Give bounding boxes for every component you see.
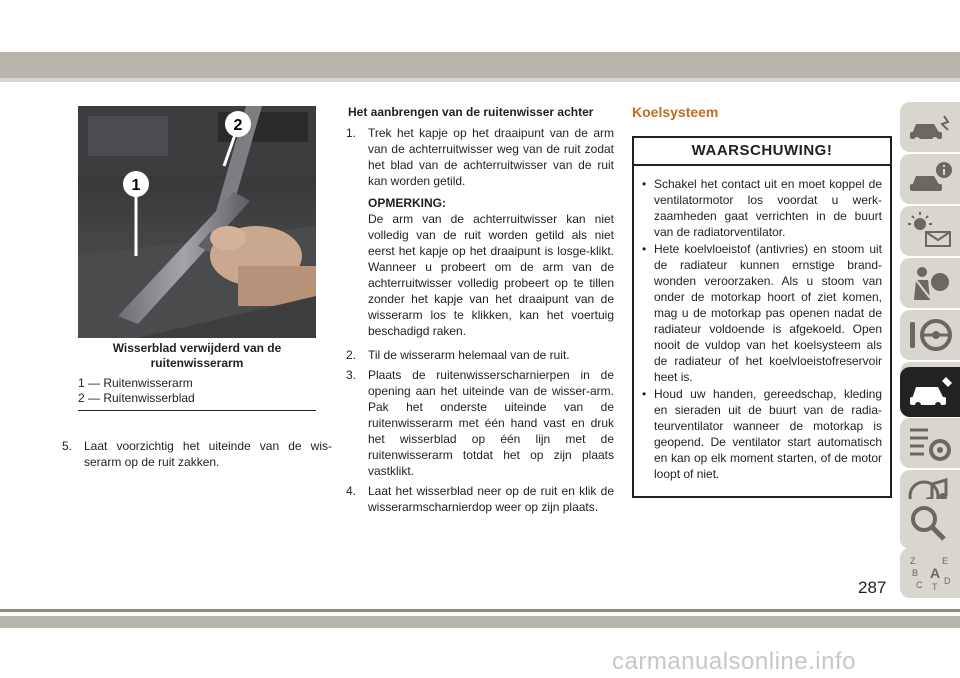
section-title: Koelsysteem [632,104,719,120]
warning-item [642,386,882,482]
wiper-photo [78,106,316,338]
header-band-edge [0,78,960,82]
step-1 [346,125,614,189]
watermark: carmanualsonline.info [612,648,856,675]
alphabetical-index-icon [908,554,954,592]
warning-list [634,166,890,482]
index-letter: A [930,565,941,581]
index-letter: C [916,580,923,590]
car-service-icon [908,373,954,411]
warning-title: WAARSCHUWING! [634,138,890,166]
step-3 [346,367,614,479]
footer-rule [0,609,960,612]
warning-item [642,176,882,240]
step-number: 5. [62,439,73,453]
tab-warning-lights[interactable] [900,206,960,256]
tab-car-service[interactable] [900,367,960,417]
tab-car-info[interactable] [900,154,960,204]
left-steps [62,438,332,474]
note-block [346,195,614,339]
note-text: De arm van de achterruitwisser kan niet volledig van de ruit worden getild als niet eerst het kapje op het draaipunt is losge-klikt. Wanneer u probeert om de arm van de achterruitwisser volledig probeert op te tillen zonder het kapje van het draaipunt van de wisserarm los te klikken, kan het voertuig beschadigd raken. [368,212,614,338]
step-4 [346,483,614,515]
footer-band [0,616,960,628]
bullet: • [642,242,647,256]
tab-maintenance[interactable] [900,418,960,468]
warning-box [632,136,892,498]
step-text: Plaats de ruitenwisserscharnierpen in de opening aan het uiteinde van de wisser-arm. Pak het onderste uiteinde van de ruitenwisserarm met één hand vast en druk het wisserblad op één lijn met de ruitenwisserarm totdat het op zijn plaats vastklikt. [368,368,614,478]
legend-item: 1 — Ruitenwisserarm [78,376,193,390]
step-number: 3. [346,368,357,382]
airbag-seatbelt-icon [908,264,954,302]
page-number: 287 [858,578,887,597]
index-letter: B [912,568,919,578]
warning-text: Hete koelvloeistof (antivries) en stoom uit de radiateur kunnen ernstige brand-wonden veroorzaken. Als u stoom van onder de motorkap hoort of ziet komen, mag u de motorkap pas openen nadat de radiateur voldoende is afgekoeld. Open nooit de vuldop van het koelsysteem als de radiateur of het koelvloeistofreservoir heet is. [654,242,882,384]
bullet: • [642,387,647,401]
warning-lights-message-icon [908,212,954,250]
tab-search[interactable] [900,499,960,549]
legend-item: 2 — Ruitenwisserblad [78,391,195,405]
warning-text: Schakel het contact uit en moet koppel de ventilatormotor los voordat u werk-zaamheden gaat verrichten in de buurt van de radiatorventilator. [654,177,882,239]
callout-1: 1 [131,177,141,194]
figure-legend [78,376,316,406]
tab-steering[interactable] [900,310,960,360]
warning-text: Houd uw handen, gereedschap, kleding en sieraden uit de buurt van de radia-teurventilator wanneer de motorkap is geopend. De ventilator start automatisch en kan op elk moment starten, of de motor loopt of niet. [654,387,882,481]
step-number: 2. [346,348,357,362]
callout-2: 2 [233,117,243,134]
header-band [0,52,960,78]
tab-index[interactable] [900,548,960,598]
car-info-icon [908,160,954,198]
figure-caption-title: Wisserblad verwijderd van de ruitenwisserarm [112,341,282,370]
index-letter: Z [910,556,916,566]
middle-column [346,104,614,519]
step-text: Trek het kapje op het draaipunt van de arm van de achterruitwisser weg van de ruit zodat het blad van de achterruitwisser van de ruit kan worden getild. [368,126,614,188]
step-text: Til de wisserarm helemaal van de ruit. [368,348,570,362]
step-number: 1. [346,126,357,140]
legend-divider [78,410,316,411]
step-text: Laat het wisserblad neer op de ruit en klik de wisserarmscharnierdop weer op zijn plaats. [368,484,614,514]
step-5 [62,438,332,470]
step-2 [346,347,614,363]
wiper-photo-illustration [78,106,316,338]
step-text: Laat voorzichtig het uiteinde van de wis-serarm op de ruit zakken. [84,439,332,469]
bullet: • [642,177,647,191]
procedure-heading: Het aanbrengen van de ruitenwisser achter [348,105,594,119]
steering-wheel-icon [908,316,954,354]
step-number: 4. [346,484,357,498]
search-magnifier-icon [908,505,954,543]
tab-car-crash[interactable] [900,102,960,152]
car-crash-icon [908,108,954,146]
tab-airbag-seatbelt[interactable] [900,258,960,308]
index-letter: T [932,582,938,592]
note-title: OPMERKING: [368,196,446,210]
index-letter: D [944,576,951,586]
maintenance-settings-icon [908,424,954,462]
warning-item [642,241,882,385]
index-letter: E [942,556,949,566]
